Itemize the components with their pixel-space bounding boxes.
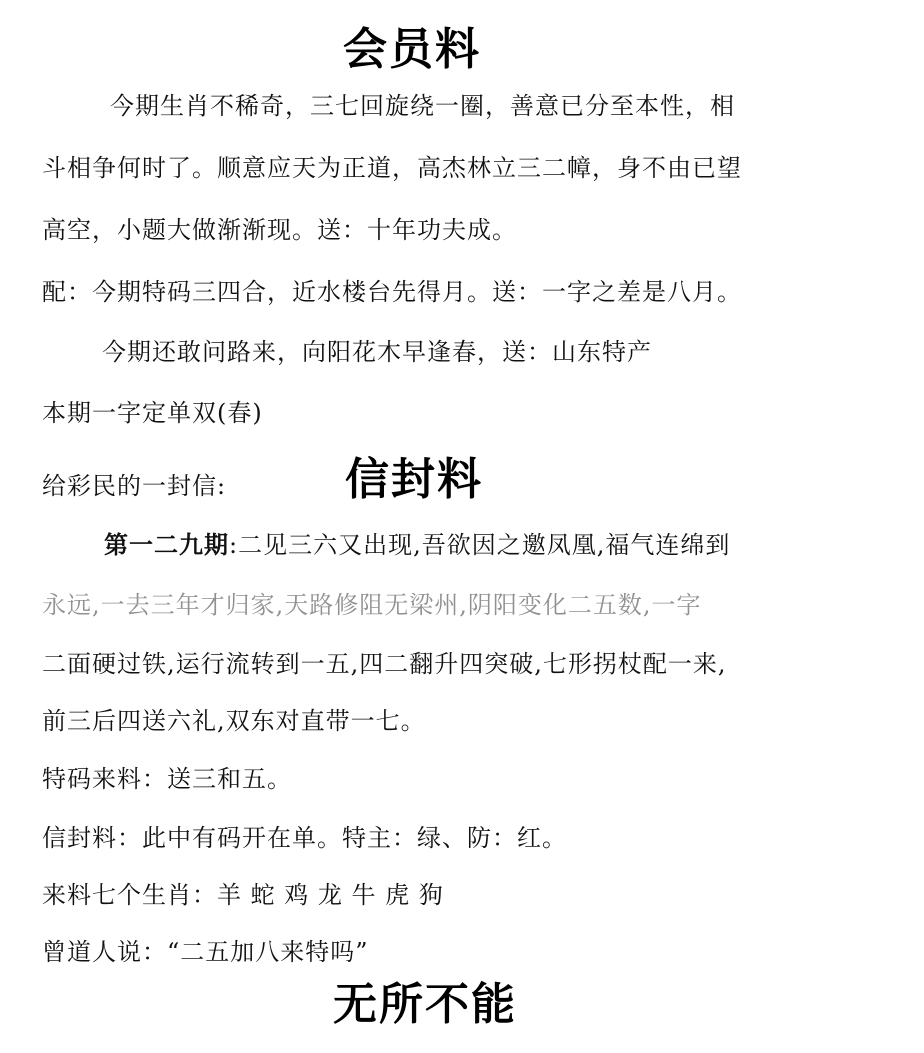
poem-line-3: 高空，小题大做渐渐现。送：十年功夫成。 [42,216,517,244]
issue-text-1: :二见三六又出现,吾欲因之邀凤凰,福气连绵到 [229,531,731,559]
issue-line-3: 二面硬过铁,运行流转到一五,四二翻升四突破,七形拐杖配一来, [42,650,727,678]
issue-line-2: 永远,一去三年才归家,天路修阻无梁州,阴阳变化二五数,一字 [42,591,702,619]
poem-line-1: 今期生肖不稀奇，三七回旋绕一圈，善意已分至本性，相 [110,92,735,120]
poem-line-2: 斗相争何时了。顺意应天为正道，高杰林立三二幛，身不由已望 [42,154,742,182]
zodiac-line: 来料七个生肖：羊 蛇 鸡 龙 牛 虎 狗 [42,881,444,909]
single-char-line: 本期一字定单双(春) [42,399,263,427]
envelope-heading: 信封料 [345,454,483,505]
letter-label: 给彩民的一封信: [42,472,227,500]
issue-line-1 [104,530,731,559]
omnipotent-heading: 无所不能 [333,979,517,1030]
spring-line: 今期还敢问路来，向阳花木早逢春，送：山东特产 [102,338,652,366]
taoist-quote-line: 曾道人说：“二五加八来特吗” [42,938,369,966]
envelope-code-line: 信封料：此中有码开在单。特主：绿、防：红。 [42,824,567,852]
issue-line-4: 前三后四送六礼,双东对直带一七。 [42,707,426,735]
pair-line: 配：今期特码三四合，近水楼台先得月。送：一字之差是八月。 [42,278,742,306]
member-heading: 会员料 [343,24,481,75]
issue-label: 第一二九期 [104,530,229,559]
special-code-line: 特码来料：送三和五。 [42,765,292,793]
